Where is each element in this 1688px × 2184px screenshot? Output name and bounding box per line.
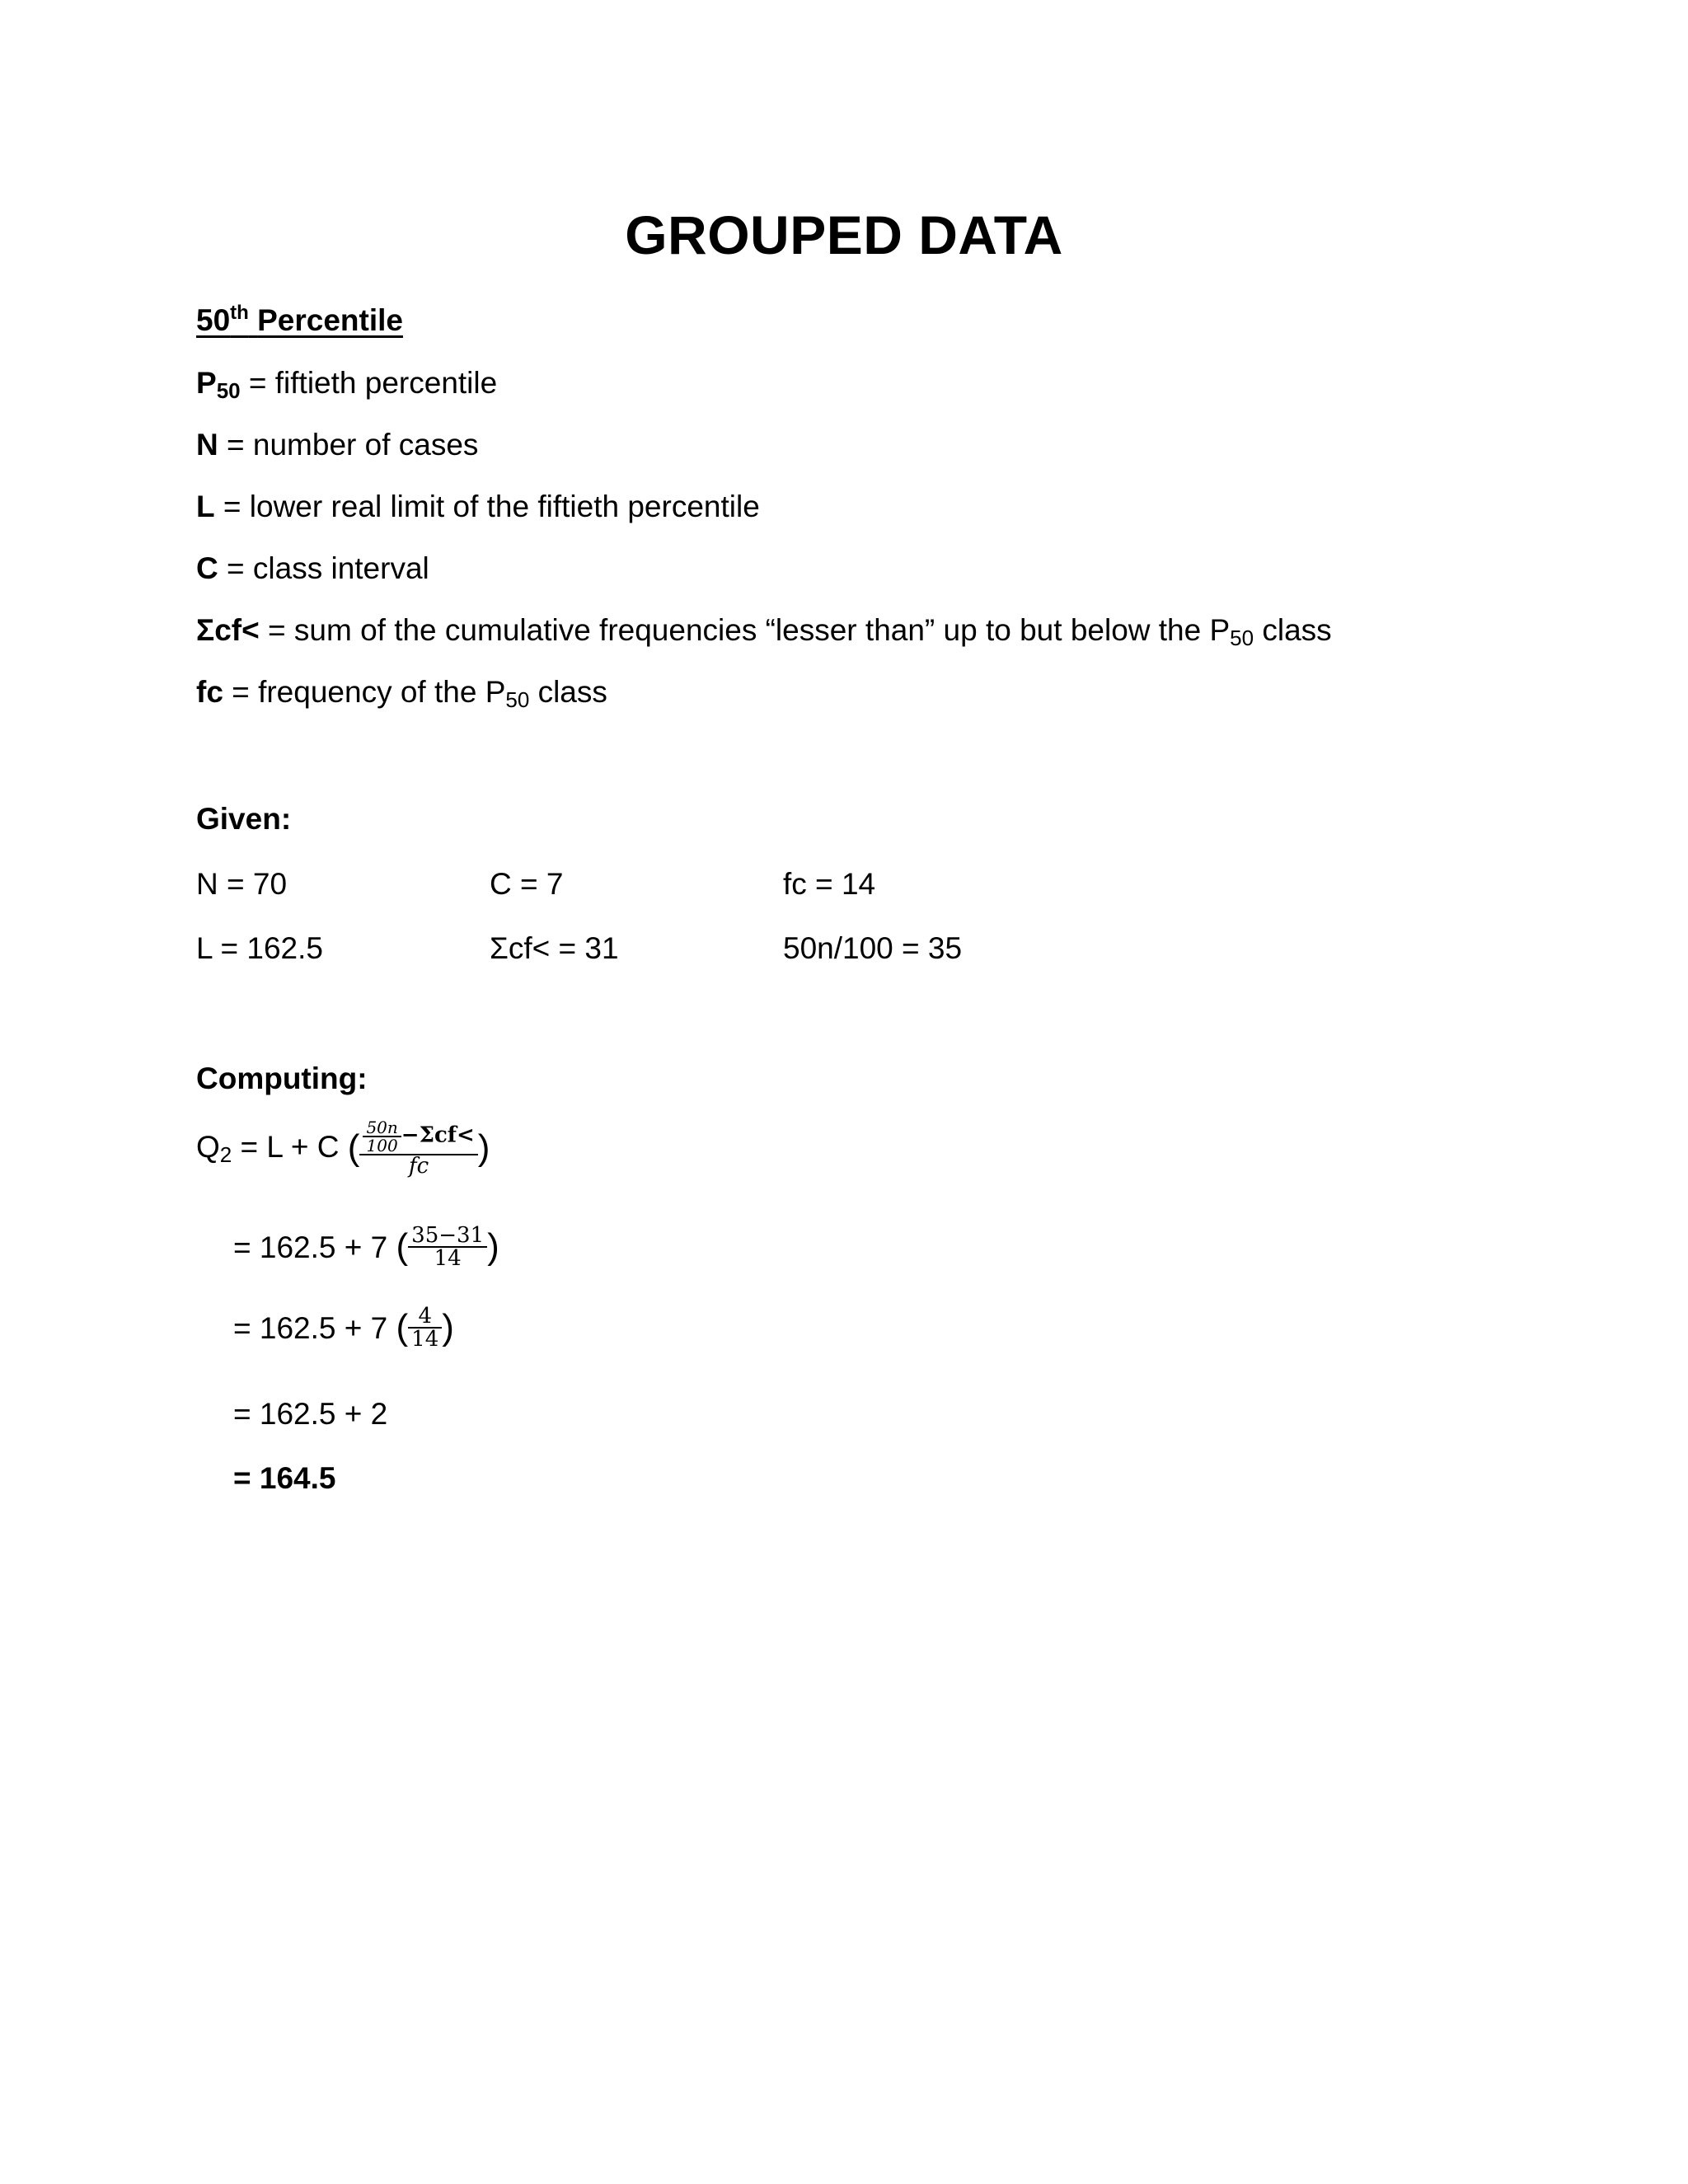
formula-result: = 164.5 [233,1461,336,1495]
step-2-fraction [408,1305,442,1350]
section-heading-50th-percentile [196,303,403,335]
formula-lhs-rest: = L + C [232,1129,348,1164]
open-paren: ( [347,1127,360,1168]
formula-inner-fraction [363,1119,401,1154]
definition-symbol: fc [196,675,223,709]
definition-text-after: class [529,675,607,709]
given-n: N = 70 [196,867,288,901]
given-fc: fc = 14 [783,867,876,901]
definition-symbol: L [196,490,215,523]
definition-sum-cf [196,615,1332,649]
formula-q-sub: 2 [219,1141,232,1167]
definition-text: = frequency of the P [223,675,506,709]
given-l: L = 162.5 [196,931,323,965]
definition-c [196,553,429,583]
step-prefix: = 162.5 + 7 [233,1230,396,1264]
heading-word: Percentile [257,303,403,337]
formula-numerator [359,1119,477,1155]
step-1-denominator: 14 [434,1246,462,1271]
definition-text-sub: 50 [1230,626,1254,650]
definition-p50 [196,368,497,401]
definition-symbol: N [196,428,218,462]
definition-n [196,429,478,460]
definition-text-sub: 50 [505,687,530,712]
formula-numerator-rest: −Σcf< [401,1122,475,1148]
page-title: GROUPED DATA [625,204,1063,265]
definition-symbol: P [196,366,217,400]
definition-text: = class interval [218,551,429,585]
formula-main-fraction [359,1119,477,1177]
step-prefix: = 162.5 + 7 [233,1310,396,1345]
definition-text-after: class [1254,613,1332,647]
close-paren: ) [477,1127,490,1168]
inner-numerator: 50n [363,1119,401,1137]
close-paren: ) [442,1307,454,1347]
heading-suffix: th [230,302,249,324]
given-label: Given: [196,802,292,836]
close-paren: ) [487,1226,499,1267]
definition-fc [196,677,607,710]
formula-q2 [196,1119,490,1177]
formula-lhs [196,1129,348,1167]
given-50n-over-100: 50n/100 = 35 [783,931,963,965]
definition-text: = sum of the cumulative frequencies “lesser than” up to but below the P [259,613,1231,647]
step-2-denominator: 14 [411,1327,439,1352]
formula-step-1 [233,1225,499,1269]
formula-step-3: = 162.5 + 2 [233,1397,388,1431]
definition-text: = number of cases [218,428,479,462]
definition-symbol-sub: 50 [216,378,241,403]
given-sum-cf: Σcf< = 31 [490,931,619,965]
step-2-numerator: 4 [408,1305,442,1329]
step-1-fraction [408,1225,487,1269]
heading-number: 50 [196,303,231,337]
definition-text: = lower real limit of the fiftieth percentile [214,490,760,523]
definition-symbol: Σcf< [196,613,260,647]
definition-l [196,491,760,522]
definition-text: = fiftieth percentile [240,366,498,400]
definition-symbol: C [196,551,218,585]
computing-label: Computing: [196,1062,368,1095]
formula-step-2 [233,1305,454,1350]
given-c: C = 7 [490,867,564,901]
inner-denominator: 100 [366,1136,398,1155]
open-paren: ( [396,1307,409,1347]
formula-q: Q [196,1129,220,1164]
open-paren: ( [396,1226,409,1267]
step-1-numerator: 35−31 [408,1225,487,1248]
formula-denominator: fc [409,1154,429,1179]
